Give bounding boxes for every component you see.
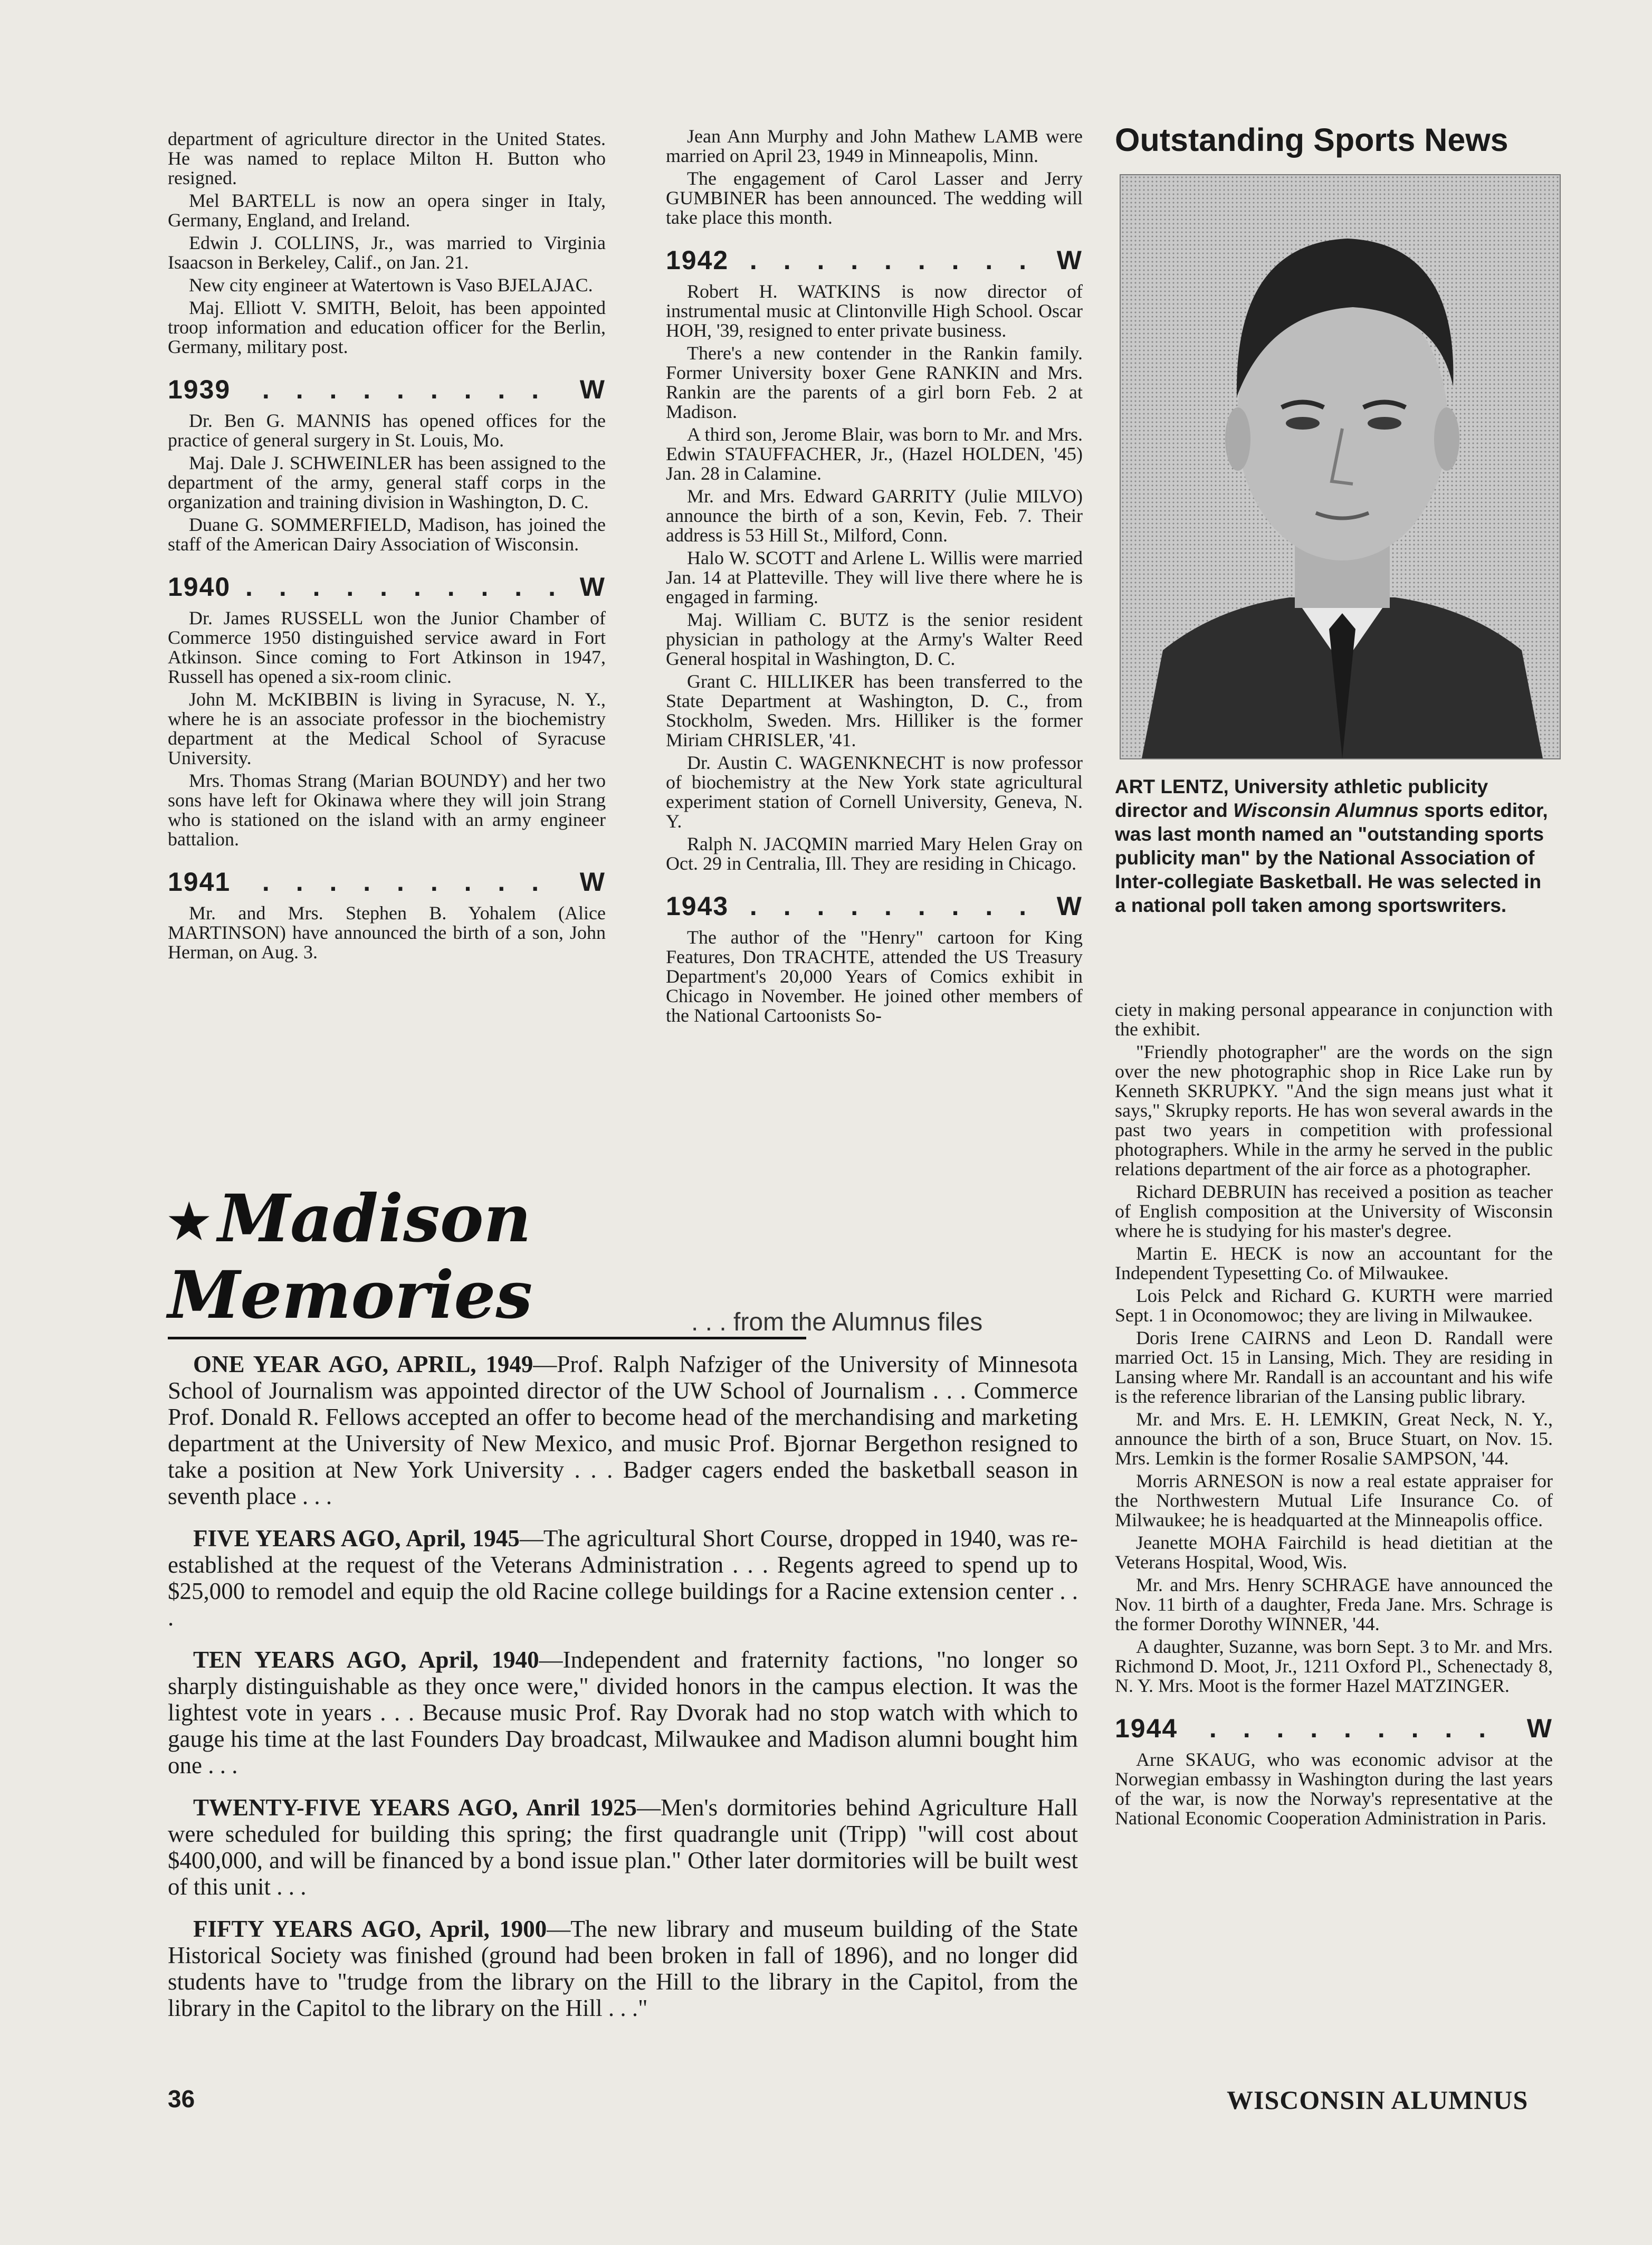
paragraph: Jean Ann Murphy and John Mathew LAMB were married on April 23, 1949 in Minneapolis, Minn. — [666, 126, 1083, 166]
class-section-1944 — [1115, 1714, 1553, 1829]
column-3-intro — [1115, 1000, 1553, 1696]
paragraph: Arne SKAUG, who was economic advisor at the Norwegian embassy in Washington during the last years of the war, is now the Norway's representative at the National Economic Cooperation Administration in Paris. — [1115, 1749, 1553, 1829]
paragraph: Mrs. Thomas Strang (Marian BOUNDY) and her two sons have left for Okinawa where they will join Strang who is stationed on the island with an army engineer battalion. — [168, 770, 606, 850]
w-mark: W — [579, 867, 606, 897]
paragraph: Mr. and Mrs. Henry SCHRAGE have announced the Nov. 11 birth of a daughter, Freda Jane. Mrs. Schrage is the former Dorothy WINNER, '44. — [1115, 1574, 1553, 1634]
memories-title-text: Madison Memories — [168, 1181, 533, 1334]
class-year-header — [168, 375, 606, 404]
memory-entry — [168, 1351, 1078, 1509]
paragraph: The engagement of Carol Lasser and Jerry GUMBINER has been announced. The wedding will take place this month. — [666, 168, 1083, 228]
paragraph: Mr. and Mrs. Edward GARRITY (Julie MILVO) announce the birth of a son, Kevin, Feb. 7. Their address is 53 Hill St., Milford, Conn. — [666, 486, 1083, 546]
leader-dots: . . . . . . . . . . — [245, 572, 565, 602]
entry-lead: TEN YEARS AGO, April, 1940 — [193, 1647, 539, 1673]
class-section-1941 — [168, 867, 606, 963]
leader-dots: . . . . . . . . . — [749, 245, 1036, 275]
paragraph: Mr. and Mrs. Stephen B. Yohalem (Alice MARTINSON) have announced the birth of a son, John Herman, on Aug. 3. — [168, 902, 606, 963]
caption-italic: Wisconsin Alumnus — [1233, 800, 1419, 821]
class-year: 1939 — [168, 375, 231, 404]
paragraph: Maj. Elliott V. SMITH, Beloit, has been appointed troop information and education officer for the Berlin, Germany, military post. — [168, 297, 606, 357]
paragraph: Edwin J. COLLINS, Jr., was married to Virginia Isaacson in Berkeley, Calif., on Jan. 21. — [168, 232, 606, 273]
caption-lead: ART LENTZ, — [1115, 776, 1229, 797]
paragraph: Mr. and Mrs. E. H. LEMKIN, Great Neck, N. Y., announce the birth of a son, Bruce Stuart, on Nov. 15. Mrs. Lemkin is the former Rosalie SAMPSON, '44. — [1115, 1409, 1553, 1469]
paragraph: Mel BARTELL is now an opera singer in Italy, Germany, England, and Ireland. — [168, 190, 606, 231]
memory-entry — [168, 1916, 1078, 2021]
paragraph: A daughter, Suzanne, was born Sept. 3 to Mr. and Mrs. Richmond D. Moot, Jr., 1211 Oxford Pl., Schenectady 8, N. Y. Mrs. Moot is the former Hazel MATZINGER. — [1115, 1636, 1553, 1696]
paragraph: Doris Irene CAIRNS and Leon D. Randall were married Oct. 15 in Lansing, Mich. They are residing in Lansing where Mr. Randall is an accountant and his wife is the reference librarian of the Lansing public library. — [1115, 1327, 1553, 1407]
paragraph: Richard DEBRUIN has received a position as teacher of English composition at the University of Wisconsin where he is studying for his master's degree. — [1115, 1181, 1553, 1241]
paragraph: "Friendly photographer" are the words on the sign over the new photographic shop in Rice Lake run by Kenneth SKRUPKY. "And the sign means just what it says," Skrupky reports. He has won several awards in the past two years in competition with professional photographers. While in the army he served in the public relations department of the air force as a photographer. — [1115, 1041, 1553, 1179]
paragraph: New city engineer at Watertown is Vaso BJELAJAC. — [189, 274, 593, 296]
paragraph: The author of the "Henry" cartoon for King Features, Don TRACHTE, attended the US Treasury Department's 20,000 Years of Comics exhibit in Chicago in November. He joined other members of the National Cartoonists So- — [666, 927, 1083, 1026]
column-2-intro — [666, 127, 1083, 227]
class-year: 1943 — [666, 891, 729, 921]
w-mark: W — [579, 572, 606, 602]
leader-dots: . . . . . . . . . — [1209, 1714, 1496, 1743]
leader-dots: . . . . . . . . . — [262, 375, 549, 404]
paragraph: Jeanette MOHA Fairchild is head dietitian at the Veterans Hospital, Wood, Wis. — [1115, 1532, 1553, 1573]
sports-news-heading: Outstanding Sports News — [1115, 122, 1508, 158]
caption-text: sports editor, was last month named an "outstanding sports publicity man" by the National Association of Inter-collegiate Basketball. He was selected in a national poll taken among sportswriters. — [1115, 800, 1548, 916]
photo-caption — [1115, 775, 1555, 917]
class-year: 1940 — [168, 572, 231, 602]
class-year-header — [168, 572, 606, 602]
magazine-name: WISCONSIN ALUMNUS — [1227, 2085, 1529, 2115]
paragraph: Maj. William C. BUTZ is the senior resident physician in pathology at the Army's Walter Reed General hospital in Washington, D. C. — [666, 609, 1083, 669]
paragraph: Grant C. HILLIKER has been transferred to the State Department at Washington, D. C., from Stockholm, Sweden. Mrs. Hilliker is the former Miriam CHRISLER, '41. — [666, 671, 1083, 750]
entry-text: —The agricultural Short Course, dropped in 1940, was re-established at the request of the Veterans Administration . . . Regents agreed to spend up to $25,000 to remodel and equip the old Racine college buildings for a Racine extension center . . . — [168, 1525, 1078, 1631]
column-3 — [1115, 1000, 1553, 1831]
memories-subtitle: . . . from the Alumnus files — [691, 1308, 983, 1336]
caption-text: University athletic publicity director and — [1115, 776, 1488, 821]
entry-text: —The new library and museum building of the State Historical Society was finished (ground had been broken in fall of 1896), and no longer did students have to "trudge from the library on the Hill to the library in the Capitol, from the library in the Capitol to the library on the Hill . . ." — [168, 1916, 1078, 2021]
class-year-header — [666, 891, 1083, 921]
column-2 — [666, 127, 1083, 1029]
paragraph: Martin E. HECK is now an accountant for the Independent Typesetting Co. of Milwaukee. — [1115, 1243, 1553, 1283]
entry-lead: TWENTY-FIVE YEARS AGO, Anril 1925 — [193, 1794, 637, 1821]
paragraph: Dr. Austin C. WAGENKNECHT is now professor of biochemistry at the New York state agricultural experiment station of Cornell University, Geneva, N. Y. — [666, 752, 1083, 832]
paragraph: A third son, Jerome Blair, was born to Mr. and Mrs. Edwin STAUFFACHER, Jr., (Hazel HOLDEN, '45) Jan. 28 in Calamine. — [666, 424, 1083, 484]
entry-lead: FIFTY YEARS AGO, April, 1900 — [193, 1916, 547, 1942]
paragraph: John M. McKIBBIN is living in Syracuse, N. Y., where he is an associate professor in the biochemistry department at the Medical School of Syracuse University. — [168, 689, 606, 768]
class-section-1943 — [666, 891, 1083, 1026]
column-1-intro — [168, 129, 606, 357]
paragraph: Dr. James RUSSELL won the Junior Chamber of Commerce 1950 distinguished service award in Fort Atkinson. Since coming to Fort Atkinson in 1947, Russell has opened a six-room clinic. — [168, 607, 606, 687]
w-mark: W — [1056, 891, 1083, 921]
portrait-photo-drawing — [1121, 175, 1560, 758]
w-mark: W — [1056, 245, 1083, 275]
class-year-header — [666, 245, 1083, 275]
w-mark: W — [579, 375, 606, 404]
class-year-header — [168, 867, 606, 897]
portrait-photo — [1120, 174, 1561, 759]
class-year-header — [1115, 1714, 1553, 1743]
memory-entry — [168, 1794, 1078, 1900]
class-section-1940 — [168, 572, 606, 850]
paragraph: Maj. Dale J. SCHWEINLER has been assigned to the department of the army, general staff corps in the organization and training division in Washington, D. C. — [168, 452, 606, 512]
class-year: 1942 — [666, 245, 729, 275]
paragraph: Lois Pelck and Richard G. KURTH were married Sept. 1 in Oconomowoc; they are living in Milwaukee. — [1115, 1285, 1553, 1326]
paragraph: Ralph N. JACQMIN married Mary Helen Gray on Oct. 29 in Centralia, Ill. They are residing in Chicago. — [666, 833, 1083, 874]
leader-dots: . . . . . . . . . — [749, 891, 1036, 921]
page-number: 36 — [168, 2085, 195, 2113]
leader-dots: . . . . . . . . . — [262, 867, 549, 897]
paragraph: There's a new contender in the Rankin family. Former University boxer Gene RANKIN and Mrs. Rankin are the parents of a girl born Feb. 2 at Madison. — [666, 343, 1083, 422]
class-section-1939 — [168, 375, 606, 555]
memory-entry — [168, 1525, 1078, 1631]
class-year: 1941 — [168, 867, 231, 897]
paragraph: department of agriculture director in the United States. He was named to replace Milton H. Button who resigned. — [168, 128, 606, 188]
paragraph: ciety in making personal appearance in conjunction with the exhibit. — [1115, 999, 1553, 1040]
memory-entry — [168, 1647, 1078, 1778]
paragraph: Halo W. SCOTT and Arlene L. Willis were married Jan. 14 at Platteville. They will live there where he is engaged in farming. — [666, 547, 1083, 607]
paragraph: Robert H. WATKINS is now director of instrumental music at Clintonville High School. Oscar HOH, '39, resigned to enter private business. — [666, 281, 1083, 341]
star-icon: ★ — [168, 1194, 211, 1250]
entry-lead: ONE YEAR AGO, APRIL, 1949 — [193, 1351, 533, 1377]
w-mark: W — [1526, 1714, 1553, 1743]
entry-text: —Independent and fraternity factions, "no longer so sharply distinguishable as they once were," divided honors in the campus election. It was the lightest vote in years . . . Because music Prof. Ray Dvorak had no stop watch with which to gauge his time at the last Founders Day broadcast, Milwaukee and Madison alumni bought him one . . . — [168, 1647, 1078, 1778]
entry-text: —Prof. Ralph Nafziger of the University of Minnesota School of Journalism was appointed director of the UW School of Journalism . . . Commerce Prof. Donald R. Fellows accepted an offer to become head of the merchandising and marketing department at the University of New Mexico, and music Prof. Bjornar Bergethon resigned to take a position at New York University . . . Badger cagers ended the basketball season in seventh place . . . — [168, 1351, 1078, 1509]
entry-text: —Men's dormitories behind Agriculture Hall were scheduled for building this spring; the first quadrangle unit (Tripp) "will cost about $400,000, and will be financed by a bond issue plan." Other later dormitories will be built west of this unit . . . — [168, 1794, 1078, 1900]
paragraph: Dr. Ben G. MANNIS has opened offices for the practice of general surgery in St. Louis, Mo. — [168, 410, 606, 451]
paragraph: Morris ARNESON is now a real estate appraiser for the Northwestern Mutual Life Insurance Co. of Milwaukee; he is headquarted at the Minneapolis office. — [1115, 1470, 1553, 1530]
class-section-1942 — [666, 245, 1083, 874]
column-1 — [168, 129, 606, 965]
paragraph: Duane G. SOMMERFIELD, Madison, has joined the staff of the American Dairy Association of Wisconsin. — [168, 514, 606, 555]
class-year: 1944 — [1115, 1714, 1178, 1743]
entry-lead: FIVE YEARS AGO, April, 1945 — [193, 1525, 520, 1552]
memories-entries — [168, 1351, 1078, 2037]
